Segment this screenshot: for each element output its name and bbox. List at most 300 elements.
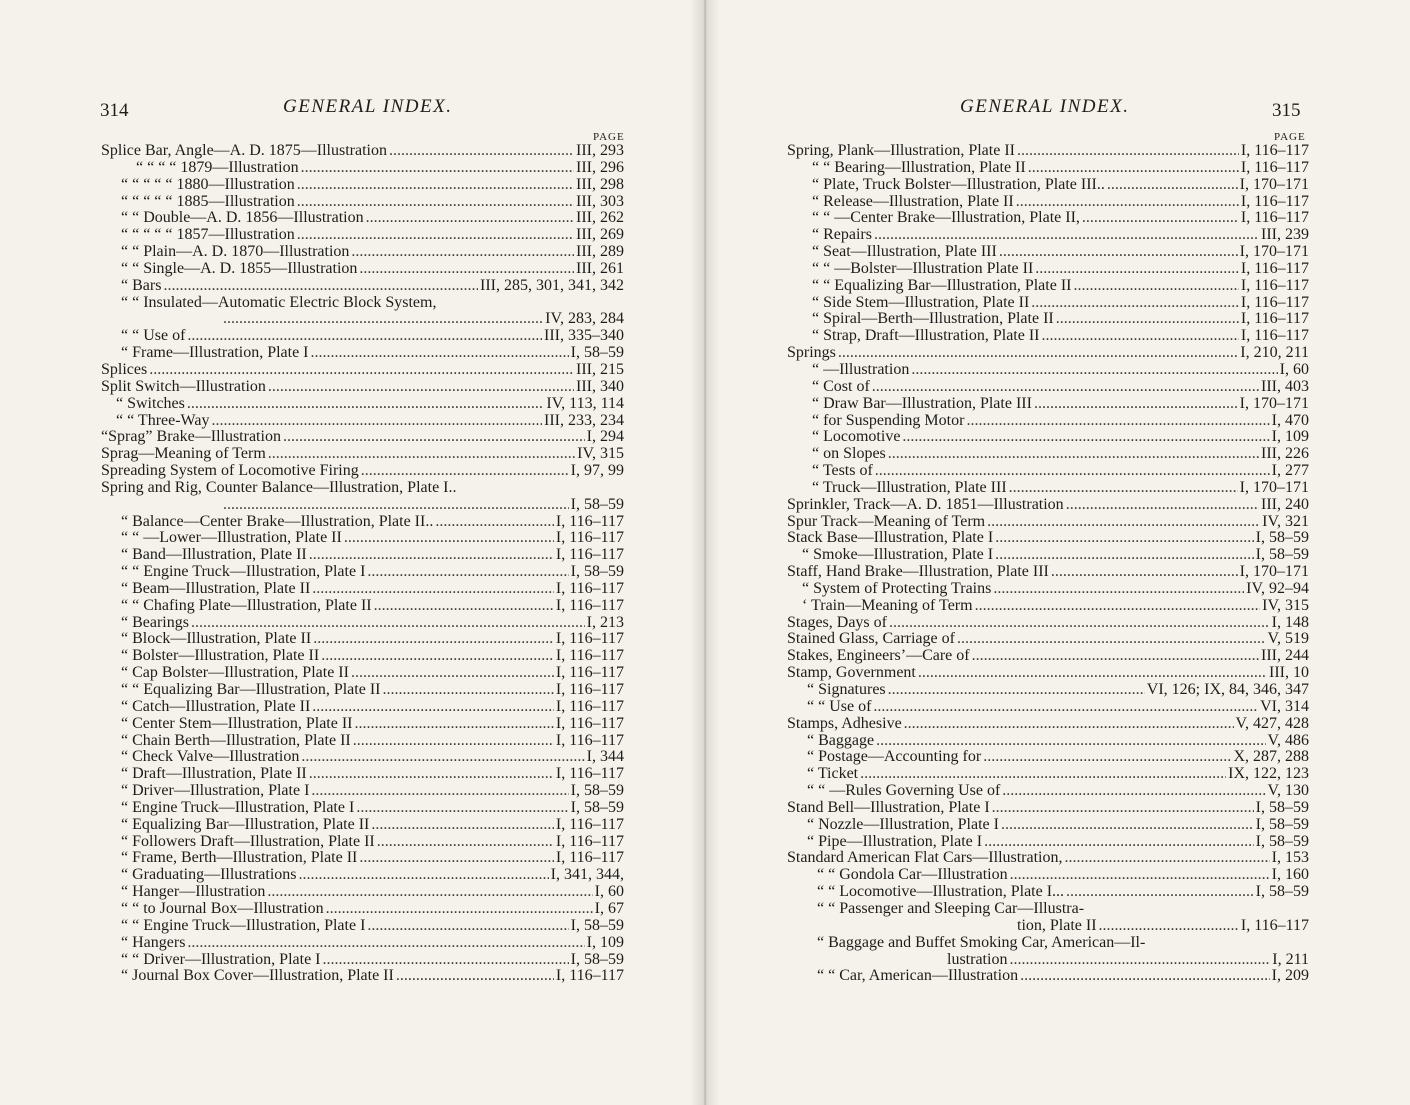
entry-page-ref: I, 116–117 — [1240, 293, 1309, 311]
leader-dots — [1051, 564, 1238, 581]
entry-page-ref: I, 170–171 — [1239, 175, 1309, 193]
index-entry — [101, 952, 624, 969]
index-entry — [787, 379, 1309, 396]
entry-page-ref: III, 269 — [576, 226, 624, 244]
index-entry — [787, 598, 1309, 615]
entry-text: Spring, Plank—Illustration, Plate II — [787, 142, 1015, 159]
index-entry — [101, 396, 624, 413]
entry-text: “ Side Stem—Illustration, Plate II — [812, 293, 1030, 311]
leader-dots — [1107, 177, 1238, 194]
entry-page-ref: I, 116–117 — [555, 630, 624, 648]
entry-page-ref: I, 116–117 — [1240, 310, 1309, 328]
index-entry — [101, 547, 624, 564]
index-entry — [101, 177, 624, 194]
leader-dots — [311, 783, 568, 800]
entry-page-ref: I, 116–117 — [555, 546, 624, 564]
index-entry — [787, 733, 1309, 750]
entry-page-ref: I, 58–59 — [570, 563, 624, 581]
leader-dots — [163, 278, 478, 295]
entry-text: “ Equalizing Bar—Illustration, Plate II — [121, 815, 370, 833]
entry-text: “Sprag” Brake—Illustration — [101, 428, 281, 446]
entry-page-ref: I, 470 — [1271, 411, 1309, 429]
leader-dots — [1020, 968, 1270, 985]
index-entry — [101, 278, 624, 295]
leader-dots — [344, 530, 554, 547]
entry-text: Stamps, Adhesive — [787, 714, 902, 732]
entry-page-ref: I, 116–117 — [1240, 327, 1309, 345]
index-entry — [787, 160, 1309, 177]
index-entry — [101, 564, 624, 581]
entry-text: “ Draw Bar—Illustration, Plate III — [812, 394, 1032, 412]
entry-page-ref: IV, 315 — [1262, 596, 1309, 614]
index-entry — [101, 497, 624, 514]
entry-page-ref: I, 116–117 — [1240, 916, 1309, 934]
entry-text: “ Block—Illustration, Plate II — [121, 630, 312, 648]
index-entry — [101, 362, 624, 379]
entry-page-ref: I, 116–117 — [555, 512, 624, 530]
entry-page-ref: I, 116–117 — [1240, 259, 1309, 277]
index-entry — [787, 665, 1309, 682]
entry-page-ref: III, 239 — [1261, 226, 1309, 244]
entry-text: “ “ Driver—Illustration, Plate I — [121, 950, 321, 968]
leader-dots — [309, 547, 554, 564]
index-entry — [787, 968, 1309, 985]
leader-dots — [149, 362, 574, 379]
entry-page-ref: III, 261 — [576, 259, 624, 277]
index-entry — [101, 935, 624, 952]
index-entry — [787, 311, 1309, 328]
index-entry — [101, 261, 624, 278]
leader-dots — [1009, 480, 1238, 497]
index-column-left — [101, 143, 624, 985]
entry-page-ref: I, 116–117 — [555, 664, 624, 682]
leader-dots — [1002, 783, 1265, 800]
entry-text: “ Driver—Illustration, Plate I — [121, 782, 310, 800]
entry-page-ref: I, 60 — [1279, 360, 1309, 378]
leader-dots — [860, 766, 1226, 783]
entry-text: “ “ —Center Brake—Illustration, Plate II, — [812, 209, 1080, 227]
entry-page-ref: I, 116–117 — [555, 647, 624, 665]
entry-text: “ Engine Truck—Illustration, Plate I — [121, 798, 355, 816]
entry-page-ref: III, 340 — [576, 377, 624, 395]
index-entry — [787, 177, 1309, 194]
index-entry — [787, 901, 1309, 918]
entry-page-ref: III, 403 — [1261, 377, 1309, 395]
index-entry — [787, 749, 1309, 766]
entry-text: Stakes, Engineers’—Care of — [787, 647, 970, 665]
entry-page-ref: I, 58–59 — [570, 782, 624, 800]
entry-text: “ Bolster—Illustration, Plate II — [121, 647, 320, 665]
index-entry — [101, 530, 624, 547]
leader-dots — [382, 682, 553, 699]
page-number: 314 — [100, 100, 129, 121]
leader-dots — [995, 547, 1254, 564]
entry-page-ref: I, 116–117 — [1240, 192, 1309, 210]
entry-text: Sprag—Meaning of Term — [101, 445, 266, 463]
leader-dots — [1010, 867, 1270, 884]
index-entry — [787, 244, 1309, 261]
entry-page-ref: III, 303 — [576, 192, 624, 210]
index-entry — [787, 227, 1309, 244]
index-entry — [787, 850, 1309, 867]
index-entry — [787, 884, 1309, 901]
index-entry — [101, 194, 624, 211]
entry-page-ref: III, 215 — [576, 360, 624, 378]
leader-dots — [367, 918, 568, 935]
entry-text: “ Catch—Illustration, Plate II — [121, 697, 311, 715]
entry-text: Stand Bell—Illustration, Plate I — [787, 798, 990, 816]
entry-text: “ Plate, Truck Bolster—Illustration, Plate III.. — [812, 175, 1105, 193]
entry-text: “ Baggage and Buffet Smoking Car, American—Il- — [817, 933, 1146, 951]
index-entry — [101, 648, 624, 665]
entry-text: “ Locomotive — [812, 428, 901, 446]
entry-page-ref: I, 58–59 — [570, 495, 624, 513]
leader-dots — [1031, 295, 1239, 312]
index-entry — [101, 480, 624, 497]
leader-dots — [351, 665, 554, 682]
entry-page-ref: I, 116–117 — [555, 714, 624, 732]
entry-page-ref: I, 116–117 — [1240, 276, 1309, 294]
index-entry — [787, 682, 1309, 699]
entry-page-ref: I, 58–59 — [1255, 546, 1309, 564]
leader-dots — [353, 733, 554, 750]
index-entry — [101, 379, 624, 396]
entry-page-ref: IV, 113, 114 — [546, 394, 624, 412]
entry-page-ref: I, 213 — [586, 613, 624, 631]
leader-dots — [999, 244, 1238, 261]
leader-dots — [312, 699, 554, 716]
entry-text: “ Check Valve—Illustration — [121, 748, 300, 766]
entry-page-ref: III, 233, 234 — [544, 411, 624, 429]
index-entry — [101, 665, 624, 682]
leader-dots — [1034, 396, 1238, 413]
index-entry — [101, 227, 624, 244]
index-entry — [787, 918, 1309, 935]
entry-page-ref: I, 58–59 — [1255, 832, 1309, 850]
index-entry — [787, 581, 1309, 598]
index-entry — [101, 968, 624, 985]
leader-dots — [918, 665, 1267, 682]
entry-page-ref: III, 240 — [1261, 495, 1309, 513]
page-column-label: PAGE — [1274, 131, 1306, 143]
index-entry — [787, 497, 1309, 514]
entry-page-ref: I, 116–117 — [555, 529, 624, 547]
index-entry — [787, 446, 1309, 463]
leader-dots — [356, 800, 568, 817]
entry-page-ref: III, 296 — [576, 158, 624, 176]
leader-dots — [911, 362, 1277, 379]
entry-text: Stained Glass, Carriage of — [787, 630, 955, 648]
entry-page-ref: V, 130 — [1267, 782, 1309, 800]
entry-text: “ “ Three-Way — [116, 411, 210, 429]
index-entry — [787, 615, 1309, 632]
entry-page-ref: I, 148 — [1271, 613, 1309, 631]
leader-dots — [309, 766, 554, 783]
index-entry — [787, 935, 1309, 952]
entry-page-ref: III, 10 — [1269, 664, 1309, 682]
leader-dots — [874, 227, 1259, 244]
entry-text: Spreading System of Locomotive Firing — [101, 462, 359, 480]
index-entry — [101, 800, 624, 817]
entry-text: “ Pipe—Illustration, Plate I — [807, 832, 983, 850]
entry-text: “ “ Insulated—Automatic Electric Block System, — [121, 293, 437, 311]
entry-page-ref: I, 116–117 — [555, 815, 624, 833]
index-entry — [787, 648, 1309, 665]
entry-text: “ “ —Bolster—Illustration Plate II — [812, 259, 1034, 277]
leader-dots — [966, 413, 1269, 430]
running-head: GENERAL INDEX. — [283, 96, 453, 117]
entry-page-ref: IV, 315 — [577, 445, 624, 463]
entry-text: “ “ Locomotive—Illustration, Plate I... — [817, 883, 1065, 901]
entry-text: “ Strap, Draft—Illustration, Plate II — [812, 327, 1040, 345]
entry-page-ref: I, 160 — [1271, 866, 1309, 884]
entry-text: Split Switch—Illustration — [101, 377, 266, 395]
index-entry — [787, 396, 1309, 413]
entry-page-ref: III, 226 — [1261, 445, 1309, 463]
index-entry — [787, 564, 1309, 581]
leader-dots — [312, 581, 554, 598]
entry-text: “ “ “ “ 1879—Illustration — [136, 158, 299, 176]
leader-dots — [323, 952, 569, 969]
entry-text: “ Hanger—Illustration — [121, 883, 266, 901]
leader-dots — [371, 817, 553, 834]
entry-text: “ on Slopes — [812, 445, 886, 463]
entry-page-ref: I, 60 — [594, 883, 624, 901]
leader-dots — [1066, 497, 1259, 514]
entry-text: “ “ Use of — [121, 327, 186, 345]
entry-text: “ “ —Rules Governing Use of — [807, 782, 1001, 800]
entry-page-ref: IV, 321 — [1262, 512, 1309, 530]
entry-text: “ Frame—Illustration, Plate I — [121, 344, 309, 362]
entry-text: “ “ Passenger and Sleeping Car—Illustra- — [817, 899, 1085, 917]
entry-text: “ Cap Bolster—Illustration, Plate II — [121, 664, 349, 682]
index-entry — [787, 345, 1309, 362]
leader-dots — [374, 598, 554, 615]
entry-text: “ “ “ “ “ 1880—Illustration — [121, 175, 295, 193]
index-entry — [787, 194, 1309, 211]
leader-dots — [321, 648, 554, 665]
index-entry — [101, 867, 624, 884]
index-entry — [787, 766, 1309, 783]
leader-dots — [366, 210, 574, 227]
entry-text: lustration — [947, 950, 1008, 968]
index-entry — [787, 800, 1309, 817]
entry-page-ref: I, 58–59 — [570, 950, 624, 968]
index-entry — [101, 446, 624, 463]
entry-page-ref: I, 116–117 — [1240, 142, 1309, 159]
leader-dots — [355, 716, 554, 733]
entry-page-ref: IV, 92–94 — [1246, 579, 1309, 597]
entry-text: “ Repairs — [812, 226, 872, 244]
entry-page-ref: X, 287, 288 — [1233, 748, 1309, 766]
entry-text: “ Balance—Center Brake—Illustration, Plate II.. — [121, 512, 434, 530]
entry-text: “ “ Equalizing Bar—Illustration, Plate II — [121, 681, 381, 698]
leader-dots — [1016, 194, 1239, 211]
index-entry — [101, 581, 624, 598]
leader-dots — [267, 884, 592, 901]
entry-text: “ Center Stem—Illustration, Plate II — [121, 714, 353, 732]
entry-text: “ “ Engine Truck—Illustration, Plate I — [121, 916, 366, 934]
index-entry — [787, 463, 1309, 480]
leader-dots — [435, 514, 554, 531]
entry-page-ref: IX, 122, 123 — [1228, 765, 1309, 783]
entry-page-ref: I, 294 — [586, 428, 624, 446]
entry-text: “ “ Plain—A. D. 1870—Illustration — [121, 243, 350, 261]
index-entry — [101, 615, 624, 632]
leader-dots — [957, 631, 1266, 648]
leader-dots — [972, 648, 1259, 665]
leader-dots — [187, 935, 584, 952]
index-entry — [101, 901, 624, 918]
entry-text: “ “ Bearing—Illustration, Plate II — [812, 158, 1026, 176]
index-entry — [101, 733, 624, 750]
leader-dots — [1099, 918, 1239, 935]
leader-dots — [301, 749, 584, 766]
entry-text: “ —Illustration — [812, 360, 910, 378]
entry-page-ref: I, 116–117 — [555, 596, 624, 614]
entry-text: Staff, Hand Brake—Illustration, Plate III — [787, 563, 1049, 581]
index-entry — [101, 514, 624, 531]
entry-text: “ Nozzle—Illustration, Plate I — [807, 815, 999, 833]
entry-text: “ Smoke—Illustration, Plate I — [802, 546, 994, 564]
leader-dots — [299, 867, 549, 884]
index-entry — [101, 918, 624, 935]
entry-page-ref: III, 289 — [576, 243, 624, 261]
index-entry — [787, 210, 1309, 227]
entry-page-ref: V, 486 — [1267, 731, 1309, 749]
index-entry — [787, 817, 1309, 834]
leader-dots — [367, 564, 568, 581]
entry-text: “ Spiral—Berth—Illustration, Plate II — [812, 310, 1054, 328]
entry-text: “ Switches — [116, 394, 185, 412]
entry-text: “ Band—Illustration, Plate II — [121, 546, 307, 564]
leader-dots — [351, 244, 574, 261]
leader-dots — [268, 446, 575, 463]
leader-dots — [1082, 210, 1239, 227]
entry-text: “ “ Equalizing Bar—Illustration, Plate II — [812, 276, 1072, 294]
leader-dots — [187, 328, 542, 345]
entry-page-ref: I, 170–171 — [1239, 243, 1309, 261]
entry-text: “ System of Protecting Trains — [802, 579, 992, 597]
leader-dots — [975, 598, 1261, 615]
leader-dots — [268, 379, 574, 396]
index-entry — [101, 682, 624, 699]
entry-page-ref: I, 153 — [1271, 849, 1309, 867]
index-entry — [787, 514, 1309, 531]
entry-text: “ Postage—Accounting for — [807, 748, 982, 766]
index-entry — [787, 429, 1309, 446]
index-entry — [787, 413, 1309, 430]
entry-text: “ Graduating—Illustrations — [121, 866, 297, 884]
index-entry — [787, 362, 1309, 379]
leader-dots — [1065, 850, 1270, 867]
page-number: 315 — [1272, 100, 1301, 121]
leader-dots — [992, 800, 1254, 817]
index-entry — [101, 413, 624, 430]
entry-page-ref: I, 209 — [1271, 967, 1309, 985]
entry-page-ref: I, 58–59 — [1255, 798, 1309, 816]
leader-dots — [361, 463, 569, 480]
leader-dots — [297, 194, 574, 211]
entry-text: Spur Track—Meaning of Term — [787, 512, 986, 530]
leader-dots — [1001, 817, 1254, 834]
index-entry — [101, 429, 624, 446]
leader-dots — [223, 497, 569, 514]
leader-dots — [987, 514, 1260, 531]
index-entry — [787, 530, 1309, 547]
entry-text: “ Signatures — [807, 681, 886, 698]
index-entry — [101, 311, 624, 328]
entry-page-ref: I, 116–117 — [555, 765, 624, 783]
leader-dots — [396, 968, 554, 985]
entry-text: Spring and Rig, Counter Balance—Illustration, Plate I.. — [101, 478, 457, 496]
index-entry — [101, 716, 624, 733]
leader-dots — [1017, 143, 1239, 160]
index-entry — [101, 244, 624, 261]
entry-page-ref: I, 58–59 — [1255, 815, 1309, 833]
entry-text: “ “ Car, American—Illustration — [817, 967, 1019, 985]
right-page — [706, 0, 1410, 1105]
entry-page-ref: I, 97, 99 — [570, 462, 624, 480]
entry-text: “ “ —Lower—Illustration, Plate II — [121, 529, 342, 547]
leader-dots — [1056, 311, 1239, 328]
entry-page-ref: I, 58–59 — [570, 798, 624, 816]
leader-dots — [888, 446, 1259, 463]
left-page — [0, 0, 704, 1105]
entry-page-ref: III, 298 — [576, 175, 624, 193]
leader-dots — [359, 850, 553, 867]
leader-dots — [377, 834, 554, 851]
index-entry — [101, 749, 624, 766]
leader-dots — [876, 733, 1265, 750]
entry-text: Standard American Flat Cars—Illustration, — [787, 849, 1063, 867]
entry-text: “ “ “ “ “ 1857—Illustration — [121, 226, 295, 244]
leader-dots — [875, 463, 1270, 480]
index-entry — [101, 766, 624, 783]
index-entry — [101, 143, 624, 160]
entry-page-ref: I, 109 — [1271, 428, 1309, 446]
leader-dots — [326, 901, 593, 918]
index-entry — [787, 261, 1309, 278]
index-entry — [101, 328, 624, 345]
page-column-label: PAGE — [593, 131, 625, 143]
index-entry — [101, 783, 624, 800]
entry-text: “ “ Chafing Plate—Illustration, Plate II — [121, 596, 372, 614]
entry-page-ref: I, 341, 344, — [550, 866, 624, 884]
entry-page-ref: I, 170–171 — [1239, 394, 1309, 412]
index-entry — [101, 210, 624, 227]
entry-page-ref: III, 335–340 — [544, 327, 624, 345]
entry-text: “ “ Gondola Car—Illustration — [817, 866, 1008, 884]
entry-page-ref: III, 262 — [576, 209, 624, 227]
index-entry — [101, 699, 624, 716]
leader-dots — [995, 530, 1253, 547]
leader-dots — [889, 615, 1270, 632]
leader-dots — [297, 177, 574, 194]
entry-text: “ Cost of — [812, 377, 870, 395]
entry-text: “ “ Single—A. D. 1855—Illustration — [121, 259, 358, 277]
leader-dots — [984, 834, 1254, 851]
entry-text: “ Bearings — [121, 613, 189, 631]
index-entry — [787, 547, 1309, 564]
entry-page-ref: I, 116–117 — [555, 849, 624, 867]
leader-dots — [1042, 328, 1239, 345]
entry-page-ref: III, 293 — [576, 142, 624, 159]
entry-page-ref: I, 67 — [594, 899, 624, 917]
entry-text: “ Tests of — [812, 462, 873, 480]
leader-dots — [983, 749, 1231, 766]
leader-dots — [359, 261, 574, 278]
